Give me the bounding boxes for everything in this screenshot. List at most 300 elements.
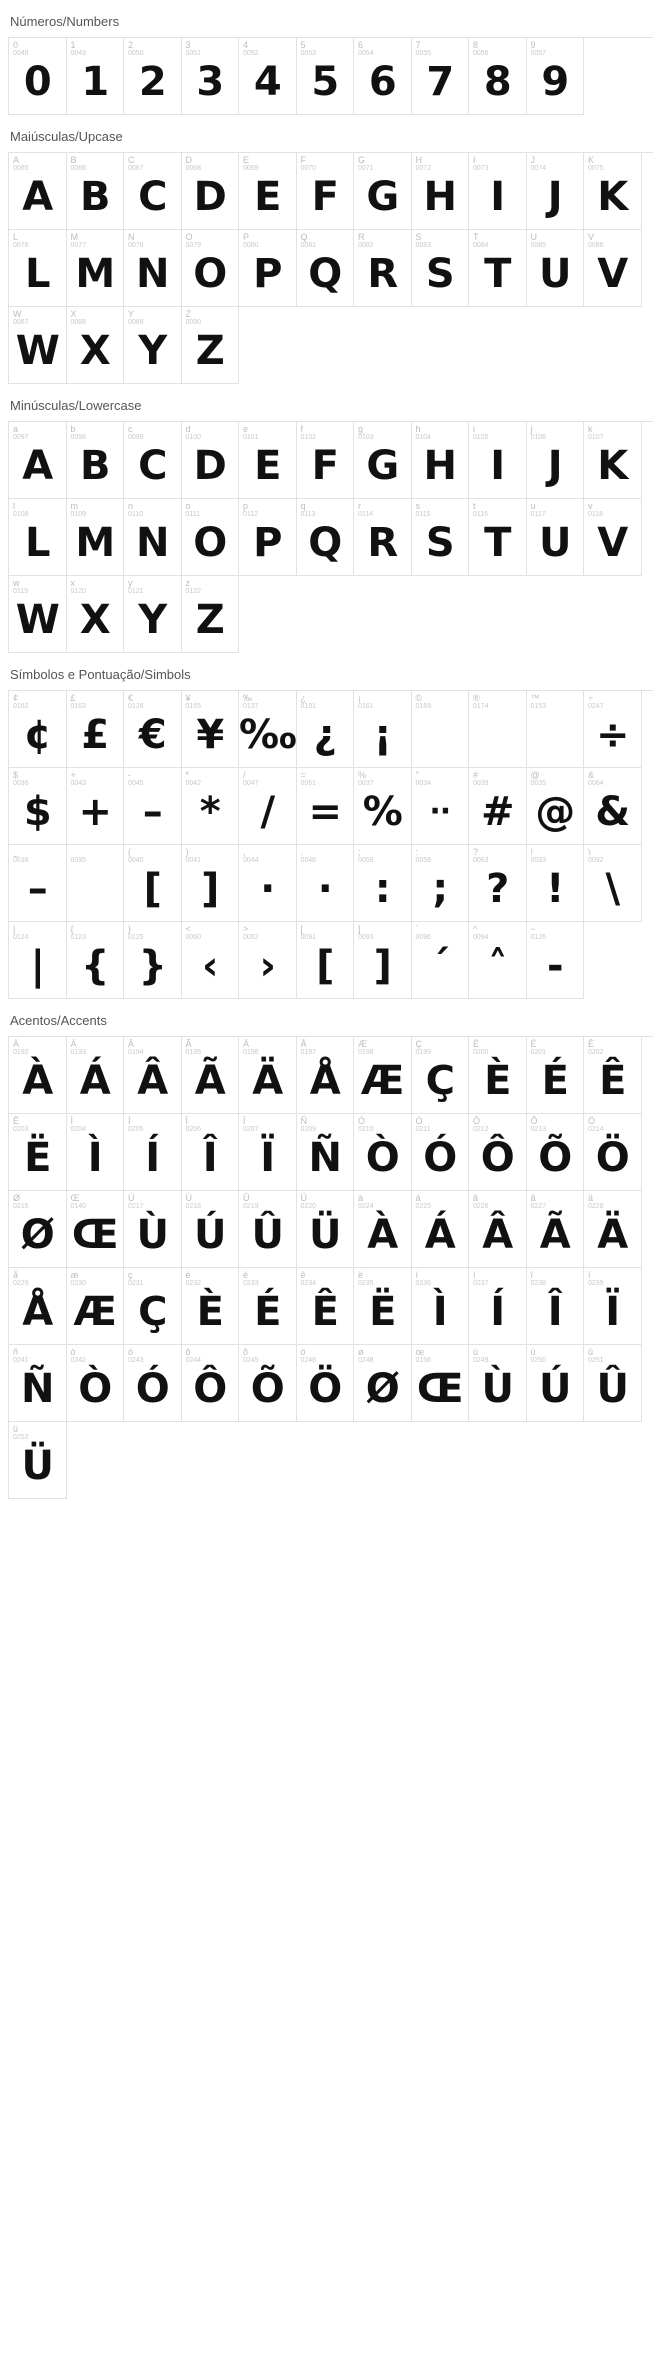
glyph-cell[interactable] bbox=[67, 1191, 125, 1268]
glyph-render: V bbox=[597, 251, 628, 297]
glyph-code-label: 0113 bbox=[300, 511, 316, 518]
glyph-cell[interactable] bbox=[9, 576, 67, 653]
glyph-cell[interactable] bbox=[239, 1268, 297, 1345]
glyph-cell[interactable] bbox=[67, 768, 125, 845]
glyph-char-label: > bbox=[243, 924, 249, 934]
glyph-cell[interactable] bbox=[584, 1268, 642, 1345]
glyph-cell[interactable] bbox=[9, 38, 67, 115]
glyph-cell[interactable] bbox=[67, 499, 125, 576]
glyph-code-label: 0251 bbox=[588, 1357, 604, 1364]
glyph-code-label: 0073 bbox=[473, 165, 489, 172]
glyph-cell[interactable] bbox=[412, 1037, 470, 1114]
glyph-cell[interactable] bbox=[124, 845, 182, 922]
glyph-cell[interactable] bbox=[354, 922, 412, 999]
glyph-cell[interactable] bbox=[9, 1114, 67, 1191]
glyph-cell[interactable] bbox=[584, 1191, 642, 1268]
glyph-cell[interactable] bbox=[297, 768, 355, 845]
glyph-cell[interactable] bbox=[354, 153, 412, 230]
glyph-cell[interactable] bbox=[297, 1114, 355, 1191]
glyph-render: Å bbox=[22, 1289, 53, 1335]
glyph-code-label: 0044 bbox=[243, 857, 259, 864]
glyph-code-label: 0058 bbox=[415, 857, 432, 864]
glyph-cell[interactable] bbox=[469, 38, 527, 115]
glyph-cell[interactable] bbox=[182, 576, 240, 653]
glyph-char-label: % bbox=[358, 770, 367, 780]
glyph-char-label: Ú bbox=[185, 1193, 192, 1203]
glyph-char-label: ä bbox=[588, 1193, 594, 1203]
glyph-char-label: Y bbox=[128, 309, 135, 319]
glyph-cell[interactable] bbox=[469, 1114, 527, 1191]
glyph-cell[interactable] bbox=[124, 307, 182, 384]
glyph-cell[interactable] bbox=[354, 422, 412, 499]
glyph-char-label: Ä bbox=[243, 1039, 250, 1049]
glyph-render: Â bbox=[482, 1212, 513, 1258]
glyph-cell[interactable] bbox=[182, 1191, 240, 1268]
glyph-char-label: ô bbox=[185, 1347, 191, 1357]
glyph-cell[interactable] bbox=[9, 1037, 67, 1114]
glyph-code-label: 0137 bbox=[243, 703, 259, 710]
glyph-cell[interactable] bbox=[182, 38, 240, 115]
glyph-render: A bbox=[22, 174, 53, 220]
glyph-cell[interactable] bbox=[124, 1191, 182, 1268]
glyph-char-label: k bbox=[588, 424, 593, 434]
glyph-cell[interactable] bbox=[67, 691, 125, 768]
glyph-code-label: 0118 bbox=[588, 511, 604, 518]
glyph-cell[interactable] bbox=[9, 499, 67, 576]
glyph-render: I bbox=[490, 174, 505, 220]
section-title: Números/Numbers bbox=[10, 14, 120, 29]
glyph-cell[interactable] bbox=[354, 38, 412, 115]
glyph-cell[interactable] bbox=[469, 1345, 527, 1422]
glyph-render: ¥ bbox=[196, 712, 224, 758]
glyph-char-label: ë bbox=[358, 1270, 364, 1280]
glyph-cell[interactable] bbox=[354, 499, 412, 576]
glyph-cell[interactable] bbox=[124, 1037, 182, 1114]
glyph-cell[interactable] bbox=[469, 422, 527, 499]
glyph-cell[interactable] bbox=[527, 153, 585, 230]
glyph-char-label: y bbox=[128, 578, 133, 588]
glyph-cell[interactable] bbox=[239, 153, 297, 230]
glyph-char-label: ; bbox=[358, 847, 361, 857]
glyph-cell[interactable] bbox=[412, 1345, 470, 1422]
glyph-render: [ bbox=[143, 866, 161, 912]
glyph-render: Y bbox=[138, 597, 167, 643]
glyph-char-label: t bbox=[473, 501, 476, 511]
glyph-char-label: / bbox=[243, 770, 246, 780]
glyph-cell[interactable] bbox=[67, 153, 125, 230]
glyph-cell[interactable] bbox=[469, 768, 527, 845]
glyph-cell[interactable] bbox=[527, 499, 585, 576]
glyph-cell[interactable] bbox=[182, 1345, 240, 1422]
glyph-cell[interactable] bbox=[527, 1268, 585, 1345]
glyph-cell[interactable] bbox=[67, 1114, 125, 1191]
glyph-render: Ê bbox=[599, 1058, 626, 1104]
glyph-cell[interactable] bbox=[412, 768, 470, 845]
glyph-char-label: û bbox=[588, 1347, 594, 1357]
glyph-code-label: 0045 bbox=[128, 780, 144, 787]
glyph-cell[interactable] bbox=[124, 499, 182, 576]
glyph-cell[interactable] bbox=[297, 845, 355, 922]
glyph-cell[interactable] bbox=[67, 845, 125, 922]
glyph-cell[interactable] bbox=[67, 1268, 125, 1345]
glyph-char-label: Í bbox=[128, 1116, 131, 1126]
glyph-char-label: à bbox=[358, 1193, 364, 1203]
glyph-cell[interactable] bbox=[412, 922, 470, 999]
glyph-code-label: 0111 bbox=[185, 511, 201, 518]
glyph-render: 8 bbox=[483, 59, 511, 105]
glyph-cell[interactable] bbox=[67, 1345, 125, 1422]
glyph-cell[interactable] bbox=[124, 576, 182, 653]
glyph-cell[interactable] bbox=[354, 1191, 412, 1268]
glyph-cell[interactable] bbox=[182, 307, 240, 384]
glyph-cell[interactable] bbox=[124, 922, 182, 999]
glyph-render: $ bbox=[23, 789, 51, 835]
glyph-render: Œ bbox=[416, 1366, 463, 1412]
glyph-code-label: 0051 bbox=[185, 50, 202, 57]
glyph-char-label: ï bbox=[588, 1270, 591, 1280]
glyph-code-label: 0038 bbox=[13, 857, 29, 864]
glyph-render: ÷ bbox=[595, 712, 629, 758]
glyph-char-label: 3 bbox=[185, 40, 191, 50]
glyph-cell[interactable] bbox=[297, 1345, 355, 1422]
glyph-cell[interactable] bbox=[124, 153, 182, 230]
glyph-code-label: 0241 bbox=[13, 1357, 29, 1364]
glyph-render: H bbox=[423, 443, 456, 489]
glyph-code-label: 0199 bbox=[415, 1049, 432, 1056]
glyph-cell[interactable] bbox=[124, 230, 182, 307]
glyph-code-label: 0043 bbox=[70, 780, 87, 787]
glyph-cell[interactable] bbox=[9, 1345, 67, 1422]
glyph-render: È bbox=[484, 1058, 511, 1104]
glyph-cell[interactable] bbox=[469, 1268, 527, 1345]
glyph-cell[interactable] bbox=[527, 1114, 585, 1191]
glyph-code-label: 0204 bbox=[70, 1126, 87, 1133]
glyph-cell[interactable] bbox=[297, 691, 355, 768]
glyph-cell[interactable] bbox=[412, 153, 470, 230]
glyph-cell[interactable] bbox=[584, 768, 642, 845]
glyph-render: Ç bbox=[425, 1058, 454, 1104]
glyph-cell[interactable] bbox=[239, 1345, 297, 1422]
glyph-code-label: 0108 bbox=[13, 511, 29, 518]
glyph-render: Ó bbox=[423, 1135, 457, 1181]
glyph-code-label: 0101 bbox=[243, 434, 259, 441]
glyph-render: \ bbox=[605, 866, 620, 912]
glyph-cell[interactable] bbox=[182, 922, 240, 999]
glyph-char-label: Ë bbox=[13, 1116, 20, 1126]
glyph-cell[interactable] bbox=[584, 845, 642, 922]
glyph-char-label: ) bbox=[185, 847, 189, 857]
glyph-cell[interactable] bbox=[527, 768, 585, 845]
glyph-cell[interactable] bbox=[124, 422, 182, 499]
glyph-cell[interactable] bbox=[239, 922, 297, 999]
glyph-cell[interactable] bbox=[9, 230, 67, 307]
glyph-cell[interactable] bbox=[239, 1191, 297, 1268]
glyph-char-label: j bbox=[530, 424, 533, 434]
glyph-code-label: 0076 bbox=[13, 242, 29, 249]
glyph-cell[interactable] bbox=[9, 1191, 67, 1268]
glyph-cell[interactable] bbox=[354, 691, 412, 768]
glyph-render: K bbox=[597, 443, 628, 489]
glyph-render: O bbox=[193, 520, 227, 566]
glyph-cell[interactable] bbox=[584, 1037, 642, 1114]
glyph-code-label: 0227 bbox=[530, 1203, 547, 1210]
glyph-cell[interactable] bbox=[354, 1037, 412, 1114]
glyph-code-label: 0061 bbox=[300, 780, 317, 787]
glyph-render: Î bbox=[202, 1135, 217, 1181]
glyph-code-label: 0246 bbox=[300, 1357, 317, 1364]
glyph-cell[interactable] bbox=[527, 1191, 585, 1268]
glyph-cell[interactable] bbox=[584, 1114, 642, 1191]
glyph-cell[interactable] bbox=[9, 1422, 67, 1499]
glyph-render: Ü bbox=[309, 1212, 341, 1258]
glyph-code-label: 0053 bbox=[300, 50, 317, 57]
glyph-code-label: 0206 bbox=[185, 1126, 202, 1133]
glyph-cell[interactable] bbox=[469, 691, 527, 768]
glyph-cell[interactable] bbox=[527, 845, 585, 922]
glyph-cell[interactable] bbox=[9, 153, 67, 230]
glyph-cell[interactable] bbox=[67, 576, 125, 653]
glyph-cell[interactable] bbox=[412, 38, 470, 115]
glyph-cell[interactable] bbox=[9, 768, 67, 845]
glyph-char-label: r bbox=[358, 501, 361, 511]
glyph-render: € bbox=[138, 712, 166, 758]
glyph-cell[interactable] bbox=[527, 422, 585, 499]
glyph-char-label: : bbox=[415, 847, 419, 857]
glyph-render: F bbox=[311, 174, 338, 220]
glyph-cell[interactable] bbox=[527, 38, 585, 115]
glyph-cell[interactable] bbox=[9, 1268, 67, 1345]
glyph-code-label: 0034 bbox=[415, 780, 432, 787]
glyph-cell[interactable] bbox=[239, 845, 297, 922]
glyph-code-label: 0198 bbox=[358, 1049, 374, 1056]
glyph-render: L bbox=[25, 251, 50, 297]
glyph-cell[interactable] bbox=[412, 230, 470, 307]
glyph-cell[interactable] bbox=[182, 153, 240, 230]
glyph-render: ¢ bbox=[23, 712, 51, 758]
glyph-cell[interactable] bbox=[412, 1268, 470, 1345]
glyph-cell[interactable] bbox=[354, 230, 412, 307]
glyph-render: L bbox=[25, 520, 50, 566]
glyph-cell[interactable] bbox=[9, 845, 67, 922]
glyph-code-label: 0226 bbox=[473, 1203, 489, 1210]
glyph-render: ˄ bbox=[487, 943, 507, 989]
glyph-cell[interactable] bbox=[182, 422, 240, 499]
glyph-cell[interactable] bbox=[297, 422, 355, 499]
glyph-render: Á bbox=[79, 1058, 110, 1104]
glyph-cell[interactable] bbox=[584, 691, 642, 768]
glyph-cell[interactable] bbox=[469, 845, 527, 922]
glyph-cell[interactable] bbox=[239, 230, 297, 307]
glyph-render: Ò bbox=[365, 1135, 399, 1181]
glyph-cell[interactable] bbox=[239, 38, 297, 115]
glyph-code-label: 0234 bbox=[300, 1280, 317, 1287]
glyph-cell[interactable] bbox=[124, 1268, 182, 1345]
glyph-code-label: 0250 bbox=[530, 1357, 547, 1364]
glyph-cell[interactable] bbox=[239, 422, 297, 499]
glyph-cell[interactable] bbox=[527, 230, 585, 307]
glyph-render: Ï bbox=[605, 1289, 620, 1335]
glyph-cell[interactable] bbox=[182, 1268, 240, 1345]
glyph-cell[interactable] bbox=[182, 499, 240, 576]
glyph-char-label: Å bbox=[300, 1039, 307, 1049]
glyph-cell[interactable] bbox=[182, 1114, 240, 1191]
glyph-code-label: 0220 bbox=[300, 1203, 317, 1210]
glyph-cell[interactable] bbox=[182, 230, 240, 307]
glyph-char-label: Ø bbox=[13, 1193, 21, 1203]
glyph-cell[interactable] bbox=[584, 1345, 642, 1422]
glyph-code-label: 0054 bbox=[358, 50, 374, 57]
glyph-render: Î bbox=[547, 1289, 562, 1335]
glyph-cell[interactable] bbox=[469, 499, 527, 576]
glyph-cell[interactable] bbox=[354, 845, 412, 922]
glyph-render: B bbox=[80, 174, 110, 220]
glyph-code-label: 0070 bbox=[300, 165, 317, 172]
glyph-cell[interactable] bbox=[67, 1037, 125, 1114]
glyph-code-label: 0079 bbox=[185, 242, 202, 249]
glyph-char-label: œ bbox=[415, 1347, 424, 1357]
glyph-cell[interactable] bbox=[584, 153, 642, 230]
glyph-cell[interactable] bbox=[412, 845, 470, 922]
glyph-render: R bbox=[367, 251, 398, 297]
glyph-code-label: 0114 bbox=[358, 511, 374, 518]
glyph-cell[interactable] bbox=[124, 1345, 182, 1422]
glyph-render: Ó bbox=[135, 1366, 169, 1412]
glyph-cell[interactable] bbox=[239, 499, 297, 576]
glyph-char-label: ! bbox=[530, 847, 534, 857]
glyph-code-label: 0162 bbox=[13, 703, 29, 710]
glyph-cell[interactable] bbox=[297, 1268, 355, 1345]
glyph-render: Ø bbox=[20, 1212, 54, 1258]
glyph-char-label: x bbox=[70, 578, 75, 588]
glyph-cell[interactable] bbox=[584, 230, 642, 307]
glyph-cell[interactable] bbox=[124, 691, 182, 768]
glyph-cell[interactable] bbox=[67, 230, 125, 307]
glyph-render: À bbox=[22, 1058, 53, 1104]
glyph-code-label: 0210 bbox=[358, 1126, 374, 1133]
glyph-cell[interactable] bbox=[354, 1268, 412, 1345]
glyph-cell[interactable] bbox=[9, 922, 67, 999]
glyph-char-label: É bbox=[530, 1039, 537, 1049]
glyph-render: Ü bbox=[21, 1443, 53, 1489]
glyph-cell[interactable] bbox=[182, 1037, 240, 1114]
glyph-render: & bbox=[595, 789, 630, 835]
glyph-cell[interactable] bbox=[297, 922, 355, 999]
glyph-cell[interactable] bbox=[297, 1037, 355, 1114]
glyph-code-label: 0095 bbox=[70, 857, 87, 864]
section-title: Acentos/Accents bbox=[10, 1013, 107, 1028]
glyph-cell[interactable] bbox=[297, 499, 355, 576]
glyph-cell[interactable] bbox=[239, 1114, 297, 1191]
glyph-char-label: i bbox=[473, 424, 475, 434]
glyph-render: Ø bbox=[365, 1366, 399, 1412]
glyph-char-label: w bbox=[13, 578, 20, 588]
glyph-char-label: B bbox=[70, 155, 77, 165]
glyph-cell[interactable] bbox=[182, 768, 240, 845]
glyph-cell[interactable] bbox=[584, 422, 642, 499]
glyph-render: Ô bbox=[193, 1366, 227, 1412]
glyph-cell[interactable] bbox=[354, 1345, 412, 1422]
glyph-code-label: 0216 bbox=[13, 1203, 29, 1210]
glyph-cell[interactable] bbox=[67, 922, 125, 999]
glyph-char-label: ^ bbox=[473, 924, 478, 934]
glyph-cell[interactable] bbox=[412, 422, 470, 499]
glyph-cell[interactable] bbox=[469, 922, 527, 999]
glyph-cell[interactable] bbox=[9, 691, 67, 768]
glyph-cell[interactable] bbox=[412, 1191, 470, 1268]
glyph-char-label: | bbox=[13, 924, 16, 934]
glyph-code-label: 0218 bbox=[185, 1203, 202, 1210]
glyph-map-page bbox=[8, 14, 653, 1499]
glyph-code-label: 0066 bbox=[70, 165, 87, 172]
glyph-cell[interactable] bbox=[239, 768, 297, 845]
glyph-cell[interactable] bbox=[297, 230, 355, 307]
glyph-cell[interactable] bbox=[412, 499, 470, 576]
glyph-code-label: 0062 bbox=[243, 934, 259, 941]
glyph-char-label: G bbox=[358, 155, 366, 165]
glyph-cell[interactable] bbox=[297, 1191, 355, 1268]
glyph-cell[interactable] bbox=[354, 768, 412, 845]
glyph-cell[interactable] bbox=[182, 845, 240, 922]
glyph-cell[interactable] bbox=[412, 1114, 470, 1191]
glyph-code-label: 0203 bbox=[13, 1126, 29, 1133]
glyph-render: Ã bbox=[539, 1212, 570, 1258]
glyph-render: ‰ bbox=[239, 712, 296, 758]
glyph-char-label: c bbox=[128, 424, 133, 434]
glyph-cell[interactable] bbox=[527, 1037, 585, 1114]
glyph-grid bbox=[8, 152, 653, 384]
glyph-cell[interactable] bbox=[67, 422, 125, 499]
glyph-cell[interactable] bbox=[469, 1191, 527, 1268]
glyph-cell[interactable] bbox=[527, 1345, 585, 1422]
glyph-cell[interactable] bbox=[182, 691, 240, 768]
glyph-char-label: N bbox=[128, 232, 135, 242]
glyph-code-label: 0112 bbox=[243, 511, 259, 518]
glyph-cell[interactable] bbox=[9, 307, 67, 384]
glyph-code-label: 0237 bbox=[473, 1280, 489, 1287]
glyph-cell[interactable] bbox=[527, 922, 585, 999]
glyph-cell[interactable] bbox=[124, 768, 182, 845]
glyph-cell[interactable] bbox=[67, 38, 125, 115]
glyph-cell[interactable] bbox=[124, 1114, 182, 1191]
glyph-render: ; bbox=[432, 866, 448, 912]
glyph-code-label: 0153 bbox=[530, 703, 547, 710]
glyph-cell[interactable] bbox=[469, 230, 527, 307]
glyph-char-label: # bbox=[473, 770, 479, 780]
glyph-cell[interactable] bbox=[297, 153, 355, 230]
glyph-cell[interactable] bbox=[9, 422, 67, 499]
glyph-cell[interactable] bbox=[354, 1114, 412, 1191]
glyph-code-label: 0106 bbox=[530, 434, 547, 441]
glyph-cell[interactable] bbox=[67, 307, 125, 384]
glyph-render: % bbox=[362, 789, 402, 835]
glyph-cell[interactable] bbox=[239, 691, 297, 768]
glyph-render: – bbox=[142, 789, 162, 835]
glyph-char-label: Õ bbox=[530, 1116, 538, 1126]
glyph-cell[interactable] bbox=[297, 38, 355, 115]
glyph-cell[interactable] bbox=[584, 499, 642, 576]
glyph-cell[interactable] bbox=[469, 1037, 527, 1114]
glyph-cell[interactable] bbox=[469, 153, 527, 230]
glyph-cell[interactable] bbox=[527, 691, 585, 768]
glyph-render: X bbox=[79, 597, 110, 643]
glyph-cell[interactable] bbox=[239, 1037, 297, 1114]
glyph-cell[interactable] bbox=[412, 691, 470, 768]
glyph-cell[interactable] bbox=[124, 38, 182, 115]
section-title: Minúsculas/Lowercase bbox=[10, 398, 142, 413]
glyph-render: M bbox=[75, 251, 115, 297]
glyph-render: X bbox=[79, 328, 110, 374]
glyph-char-label: ÷ bbox=[588, 693, 593, 703]
